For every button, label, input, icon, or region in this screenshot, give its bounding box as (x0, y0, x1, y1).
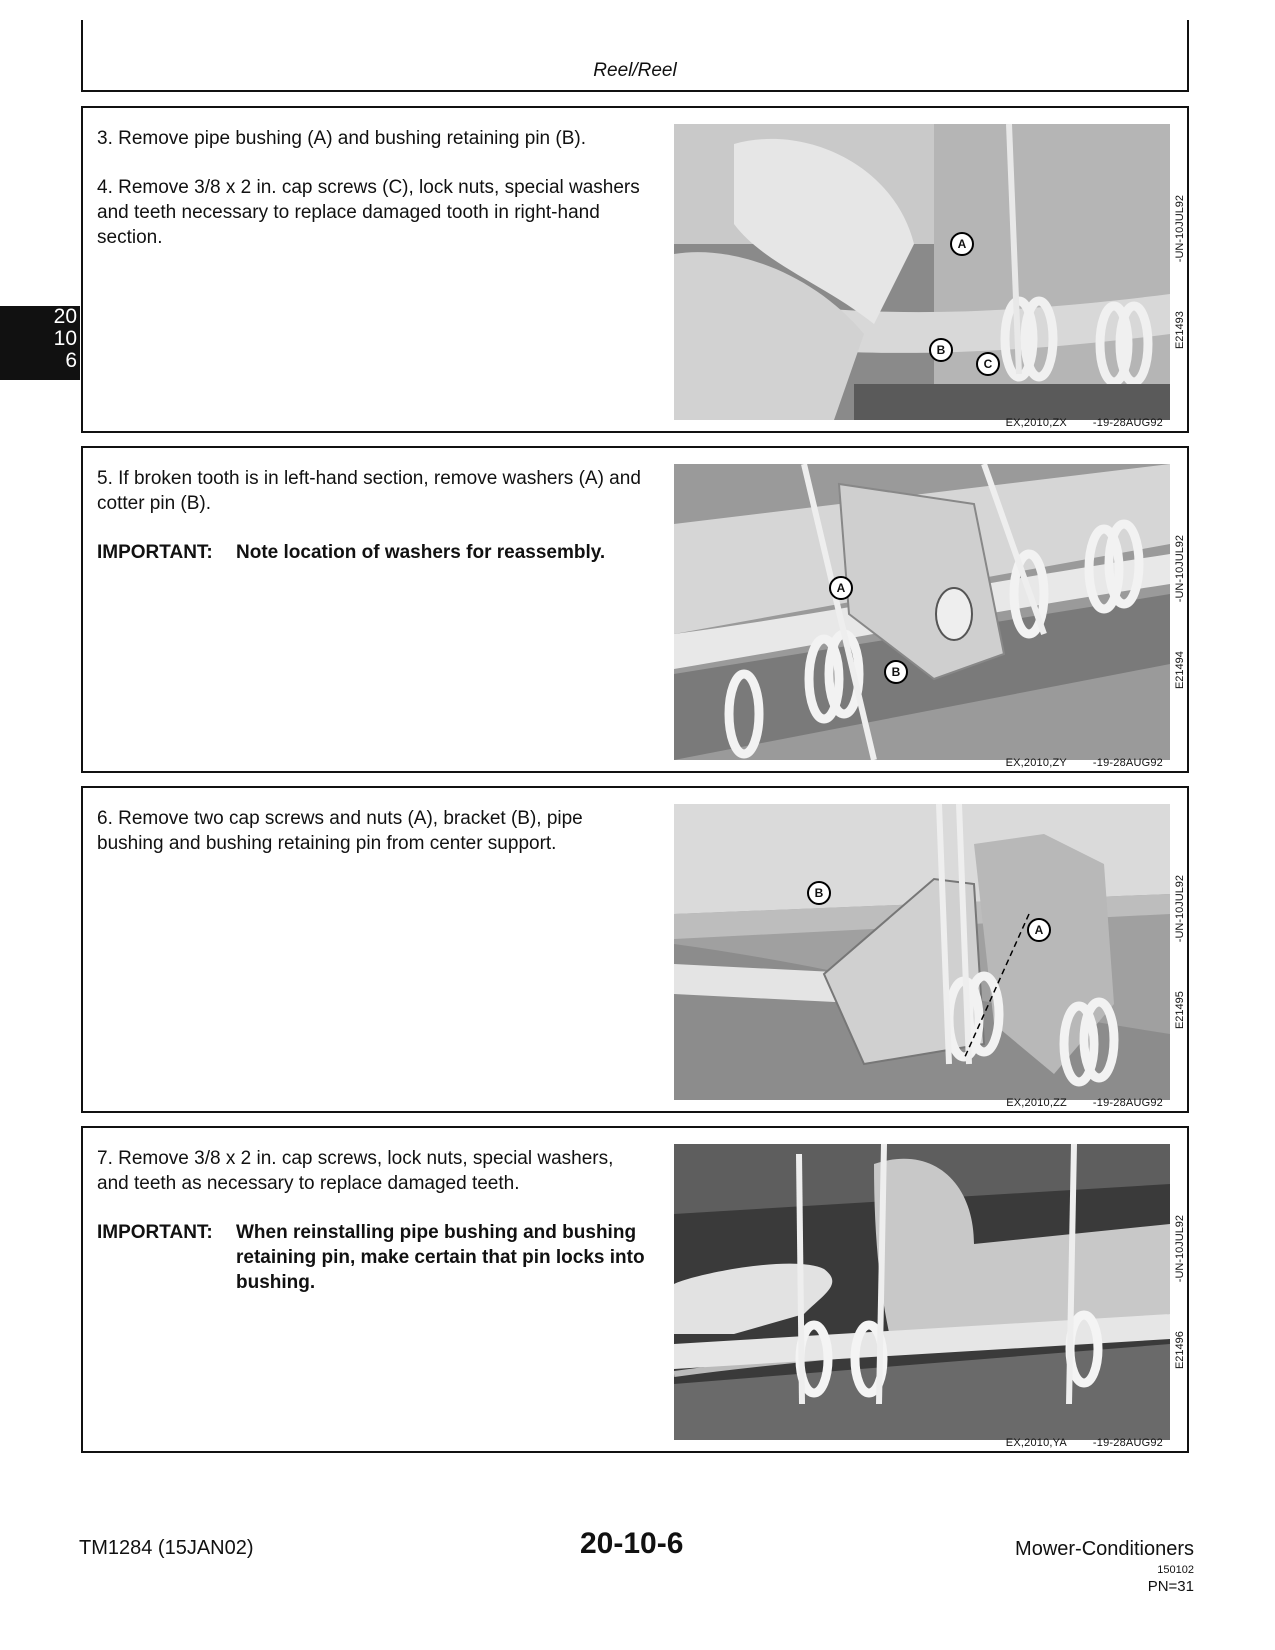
page-number: 20-10-6 (580, 1527, 684, 1560)
important-label: IMPORTANT: (97, 1222, 213, 1243)
callout-a-label: A (1027, 918, 1051, 942)
procedure-step-block (81, 786, 1189, 1113)
reel-photo (674, 124, 1170, 420)
image-code (1173, 1144, 1187, 1440)
important-text: Note location of washers for reassembly. (236, 542, 606, 563)
block-ref-date: -19-28AUG92 (1092, 1097, 1163, 1109)
image-code (1173, 464, 1187, 760)
header-title: Reel/Reel (593, 60, 677, 81)
callout-b-label: B (929, 338, 953, 362)
callout-a-label: A (950, 232, 974, 256)
block-ref-date: -19-28AUG92 (1092, 1437, 1163, 1449)
image-stamp: -UN-10JUL92 (1174, 534, 1186, 603)
important-text: When reinstalling pipe bushing and bushing retaining pin, make certain that pin locks into bushing. (236, 1222, 645, 1293)
manual-title: Mower-Conditioners (1015, 1538, 1194, 1560)
step-text (97, 1146, 645, 1295)
step-paragraph: 7. Remove 3/8 x 2 in. cap screws, lock nuts, special washers, and teeth as necessary to replace damaged teeth. (97, 1148, 614, 1194)
block-reference (1006, 1097, 1163, 1109)
manual-number: TM1284 (15JAN02) (79, 1537, 254, 1559)
block-ref-code: EX,2010,ZX (1005, 417, 1067, 429)
image-number: E21495 (1174, 991, 1186, 1030)
important-note (97, 540, 645, 565)
step-text (97, 806, 645, 880)
image-number: E21494 (1174, 651, 1186, 690)
section-tab (0, 306, 80, 380)
callout-b-label: B (807, 881, 831, 905)
reel-photo (674, 1144, 1170, 1440)
procedure-step-block (81, 1126, 1189, 1453)
image-stamp: -UN-10JUL92 (1174, 1214, 1186, 1283)
section-tab-line: 6 (65, 349, 77, 372)
callout-b-label: B (884, 660, 908, 684)
important-label: IMPORTANT: (97, 542, 213, 563)
important-note (97, 1220, 645, 1295)
step-text (97, 126, 645, 274)
image-code (1173, 124, 1187, 420)
reel-photo (674, 464, 1170, 760)
block-ref-code: EX,2010,YA (1005, 1437, 1067, 1449)
block-ref-code: EX,2010,ZZ (1006, 1097, 1067, 1109)
block-ref-date: -19-28AUG92 (1092, 757, 1163, 769)
print-date-code: 150102 (1157, 1564, 1194, 1576)
block-ref-code: EX,2010,ZY (1005, 757, 1067, 769)
section-tab-line: 20 (53, 305, 77, 328)
step-text (97, 466, 645, 565)
callout-c-label: C (976, 352, 1000, 376)
image-number: E21496 (1174, 1331, 1186, 1370)
image-stamp: -UN-10JUL92 (1174, 194, 1186, 263)
step-paragraph: 6. Remove two cap screws and nuts (A), bracket (B), pipe bushing and bushing retaining pin from center support. (97, 808, 583, 854)
procedure-step-block (81, 446, 1189, 773)
section-tab-line: 10 (53, 327, 77, 350)
block-reference (1006, 417, 1163, 429)
pn-number: PN=31 (1147, 1578, 1194, 1595)
image-stamp: -UN-10JUL92 (1174, 874, 1186, 943)
page-header (81, 20, 1189, 92)
procedure-step-block (81, 106, 1189, 433)
image-number: E21493 (1174, 311, 1186, 350)
block-reference (1006, 757, 1163, 769)
step-paragraph: 5. If broken tooth is in left-hand section, remove washers (A) and cotter pin (B). (97, 468, 641, 514)
callout-a-label: A (829, 576, 853, 600)
step-paragraph: 4. Remove 3/8 x 2 in. cap screws (C), lock nuts, special washers and teeth necessary to replace damaged tooth in right-hand section. (97, 177, 640, 248)
block-reference (1006, 1437, 1163, 1449)
image-code (1173, 804, 1187, 1100)
reel-photo (674, 804, 1170, 1100)
step-paragraph: 3. Remove pipe bushing (A) and bushing retaining pin (B). (97, 128, 587, 149)
block-ref-date: -19-28AUG92 (1092, 417, 1163, 429)
